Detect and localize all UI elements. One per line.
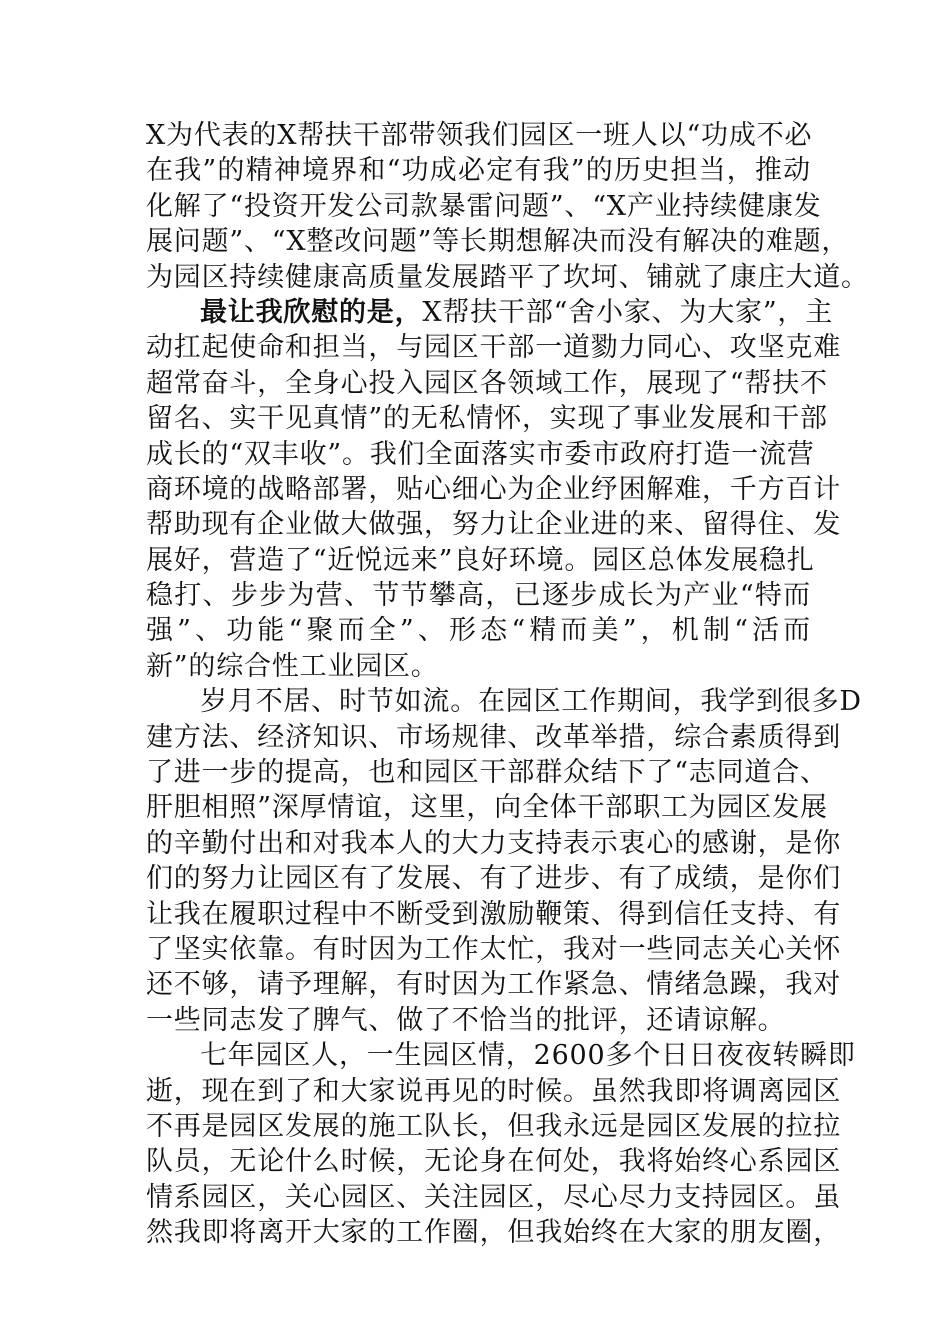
paragraph-1-line-2: 在我”的精神境界和“功成必定有我”的历史担当，推动 [146,155,811,187]
paragraph-4-line-6: 然我即将离开大家的工作圈，但我始终在大家的朋友圈， [146,1217,841,1249]
paragraph-2-bold-lead: 最让我欣慰的是， [200,296,423,328]
paragraph-3-line-9: 还不够，请予理解，有时因为工作紧急、情绪急躁，我对 [146,969,841,1001]
paragraph-1-line-1: X为代表的X帮扶干部带领我们园区一班人以“功成不必 [146,120,813,151]
paragraph-2-line-10: 强”、功能“聚而全”、形态“精而美”，机制“活而 [146,615,811,647]
paragraph-1-line-3: 化解了“投资开发公司款暴雷问题”、“X产业持续健康发 [146,190,822,222]
paragraph-3-line-10: 一些同志发了脾气、做了不恰当的批评，还请谅解。 [146,1004,786,1036]
paragraph-4-line-2: 逝，现在到了和大家说再见的时候。虽然我即将调离园区 [146,1075,841,1107]
paragraph-1-line-5: 为园区持续健康高质量发展踏平了坎坷、铺就了康庄大道。 [146,261,869,293]
paragraph-2-line-1 [146,295,834,330]
paragraph-2-line-5: 成长的“双丰收”。我们全面落实市委市政府打造一流营 [146,438,815,470]
paragraph-1-line-4: 展问题”、“X整改问题”等长期想解决而没有解决的难题， [146,226,850,258]
paragraph-3-line-4: 肝胆相照”深厚情谊，这里，向全体干部职工为园区发展 [146,792,828,824]
paragraph-2-line-4: 留名、实干见真情”的无私情怀，实现了事业发展和干部 [146,403,828,435]
paragraph-2-line-8: 展好，营造了“近悦远来”良好环境。园区总体发展稳扎 [146,544,815,576]
paragraph-4-line-4: 队员，无论什么时候，无论身在何处，我将始终心系园区 [146,1146,841,1178]
paragraph-4-line-3: 不再是园区发展的施工队长，但我永远是园区发展的拉拉 [146,1110,841,1142]
paragraph-2-line-6: 商环境的战略部署，贴心细心为企业纾困解难，千方百计 [146,473,841,505]
paragraph-2-line-9: 稳打、步步为营、节节攀高，已逐步成长为产业“特而 [146,580,811,612]
paragraph-3-line-8: 了坚实依靠。有时因为工作太忙，我对一些同志关心关怀 [146,933,841,965]
paragraph-2-line-11: 新”的综合性工业园区。 [146,650,439,682]
paragraph-2-line-7: 帮助现有企业做大做强，努力让企业进的来、留得住、发 [146,509,841,541]
paragraph-4-line-1: 七年园区人，一生园区情，2600多个日日夜夜转瞬即 [200,1040,856,1072]
paragraph-4-line-5: 情系园区，关心园区、关注园区，尽心尽力支持园区。虽 [146,1181,841,1213]
paragraph-3-line-5: 的辛勤付出和对我本人的大力支持表示衷心的感谢，是你 [146,827,841,859]
paragraph-3-line-3: 了进一步的提高，也和园区干部群众结下了“志同道合、 [146,757,828,789]
paragraph-2-line-1-text: X帮扶干部“舍小家、为大家”，主 [422,296,834,328]
paragraph-3-line-6: 们的努力让园区有了发展、有了进步、有了成绩，是你们 [146,863,841,895]
paragraph-2-line-2: 动扛起使命和担当，与园区干部一道勠力同心、攻坚克难 [146,332,841,364]
paragraph-3-line-7: 让我在履职过程中不断受到激励鞭策、得到信任支持、有 [146,898,841,930]
paragraph-2-line-3: 超常奋斗，全身心投入园区各领域工作，展现了“帮扶不 [146,367,828,399]
paragraph-3-line-2: 建方法、经济知识、市场规律、改革举措，综合素质得到 [146,721,841,753]
paragraph-3-line-1: 岁月不居、时节如流。在园区工作期间，我学到很多D [200,686,862,718]
document-body [146,118,869,1251]
